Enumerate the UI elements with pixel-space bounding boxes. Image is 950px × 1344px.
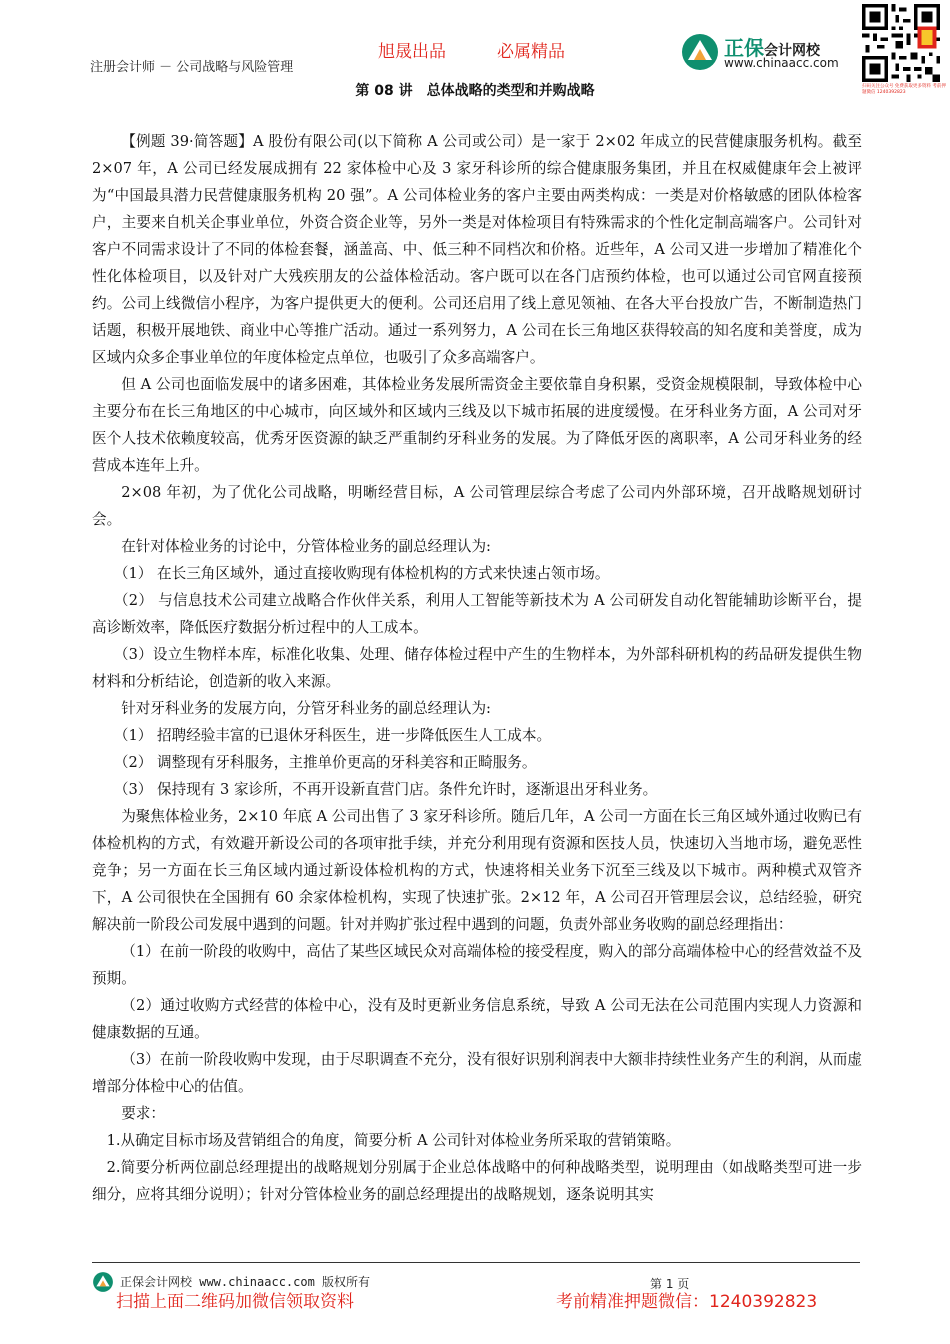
- slogan-left: 旭晟出品: [378, 42, 446, 62]
- logo-url: www.chinaacc.com: [724, 56, 839, 70]
- requirement-item: 2.简要分析两位副总经理提出的战略规划分别属于企业总体战略中的何种战略类型，说明理由（如战略类型可进一步细分，应将其细分说明）；针对分管体检业务的副总经理提出的战略规划，逐条说明其实: [92, 1159, 862, 1203]
- paragraph: 2×08 年初，为了优化公司战略，明晰经营目标，A 公司管理层综合考虑了公司内外部环境，召开战略规划研讨会。: [92, 484, 862, 528]
- list-item: （3）设立生物样本库，标准化收集、处理、储存体检过程中产生的生物样本，为外部科研机构的药品研发提供生物材料和分析结论，创造新的收入来源。: [92, 646, 862, 690]
- lesson-title: 第 08 讲 总体战略的类型和并购战略: [355, 83, 595, 99]
- qr-code-icon: [862, 4, 940, 82]
- paragraph: 针对牙科业务的发展方向，分管牙科业务的副总经理认为:: [121, 700, 491, 717]
- question-body: [92, 128, 862, 1208]
- list-item: （1） 在长三角区域外，通过直接收购现有体检机构的方式来快速占领市场。: [113, 565, 610, 582]
- slogan-right: 必属精品: [497, 42, 565, 62]
- paragraph: 为聚焦体检业务，2×10 年底 A 公司出售了 3 家牙科诊所。随后几年，A 公司一方面在长三角区域外通过收购已有体检机构的方式，有效避开新设公司的各项审批手续，并充分利用现有资源和医技人员，快速切入当地市场，避免恶性竞争；另一方面在长三角区域内通过新设体检机构的方式，快速将相关业务下沉至三线及以下城市。两种模式双管齐下，A 公司很快在全国拥有 60 余家体检机构，实现了快速扩张。2×12 年，A 公司召开管理层会议，总结经验，研究解决前一阶段公司发展中遇到的问题。针对并购扩张过程中遇到的问题，负责外部业务收购的副总经理指出：: [92, 808, 862, 933]
- list-item: （3）在前一阶段收购中发现，由于尽职调查不充分，没有很好识别利润表中大额非持续性业务产生的利润，从而虚增部分体检中心的估值。: [92, 1051, 862, 1095]
- page-number: 第 1 页: [650, 1277, 690, 1291]
- paragraph: 【例题 39·简答题】A 股份有限公司(以下简称 A 公司或公司）是一家于 2×02 年成立的民营健康服务机构。截至 2×07 年，A 公司已经发展成拥有 22 家体检中心及 3 家牙科诊所的综合健康服务集团，并且在权威健康年会上被评为“中国最具潜力民营健康服务机构 20 强”。A 公司体检业务的客户主要由两类构成：一类是对价格敏感的团队体检客户，主要来自机关企事业单位，外资合资企业等，另外一类是对体检项目有特殊需求的个性化定制高端客户。公司针对客户不同需求设计了不同的体检套餐，涵盖高、中、低三种不同档次和价格。近些年，A 公司又进一步增加了精准化个性化体检项目，以及针对广大残疾朋友的公益体检活动。客户既可以在各门店预约体检，也可以通过公司官网直接预约。公司上线微信小程序，为客户提供更大的便利。公司还启用了线上意见领袖、在各大平台投放广告，不断制造热门话题，积极开展地铁、商业中心等推广活动。通过一系列努力，A 公司在长三角地区获得较高的知名度和美誉度，成为区域内众多企事业单位的年度体检定点单位，也吸引了众多高端客户。: [92, 133, 862, 366]
- requirements-heading: 要求：: [121, 1105, 165, 1122]
- qr-caption: 扫码关注公众号 免费获取更多资料 考前押题微信 1240392823: [862, 84, 946, 95]
- list-item: （3） 保持现有 3 家诊所，不再开设新直营门店。条件允许时，逐渐退出牙科业务。: [113, 781, 658, 798]
- list-item: （2） 与信息技术公司建立战略合作伙伴关系，利用人工智能等新技术为 A 公司研发自动化智能辅助诊断平台，提高诊断效率，降低医疗数据分析过程中的人工成本。: [92, 592, 862, 636]
- list-item: （1） 招聘经验丰富的已退休牙科医生，进一步降低医生人工成本。: [113, 727, 552, 744]
- requirement-item: 1.从确定目标市场及营销组合的角度，简要分析 A 公司针对体检业务所采取的营销策略。: [106, 1132, 681, 1149]
- list-item: （2） 调整现有牙科服务，主推单价更高的牙科美容和正畸服务。: [113, 754, 537, 771]
- footer-promo-left: 扫描上面二维码加微信领取资料: [116, 1292, 354, 1312]
- list-item: （1）在前一阶段的收购中，高估了某些区域民众对高端体检的接受程度，购入的部分高端体检中心的经营效益不及预期。: [92, 943, 862, 987]
- footer-promo-right: 考前精准押题微信：1240392823: [556, 1292, 818, 1312]
- brand-logo: [680, 30, 860, 74]
- course-title: 注册会计师 － 公司战略与风险管理: [90, 60, 294, 75]
- paragraph: 但 A 公司也面临发展中的诸多困难，其体检业务发展所需资金主要依靠自身积累，受资金规模限制，导致体检中心主要分布在长三角地区的中心城市，向区域外和区域内三线及以下城市拓展的进度缓慢。在牙科业务方面，A 公司对牙医个人技术依赖度较高，优秀牙医资源的缺乏严重制约牙科业务的发展。为了降低牙医的离职率，A 公司牙科业务的经营成本连年上升。: [92, 376, 862, 474]
- footer-logo-icon: [92, 1271, 114, 1293]
- list-item: （2）通过收购方式经营的体检中心，没有及时更新业务信息系统，导致 A 公司无法在公司范围内实现人力资源和健康数据的互通。: [92, 997, 862, 1041]
- logo-name: 正保: [724, 36, 764, 60]
- paragraph: 在针对体检业务的讨论中，分管体检业务的副总经理认为:: [121, 538, 491, 555]
- footer-copyright: 正保会计网校 www.chinaacc.com 版权所有: [120, 1275, 371, 1289]
- footer-divider: [92, 1262, 860, 1263]
- logo-sub: 会计网校: [764, 43, 820, 59]
- brand-logo-icon: [680, 32, 720, 72]
